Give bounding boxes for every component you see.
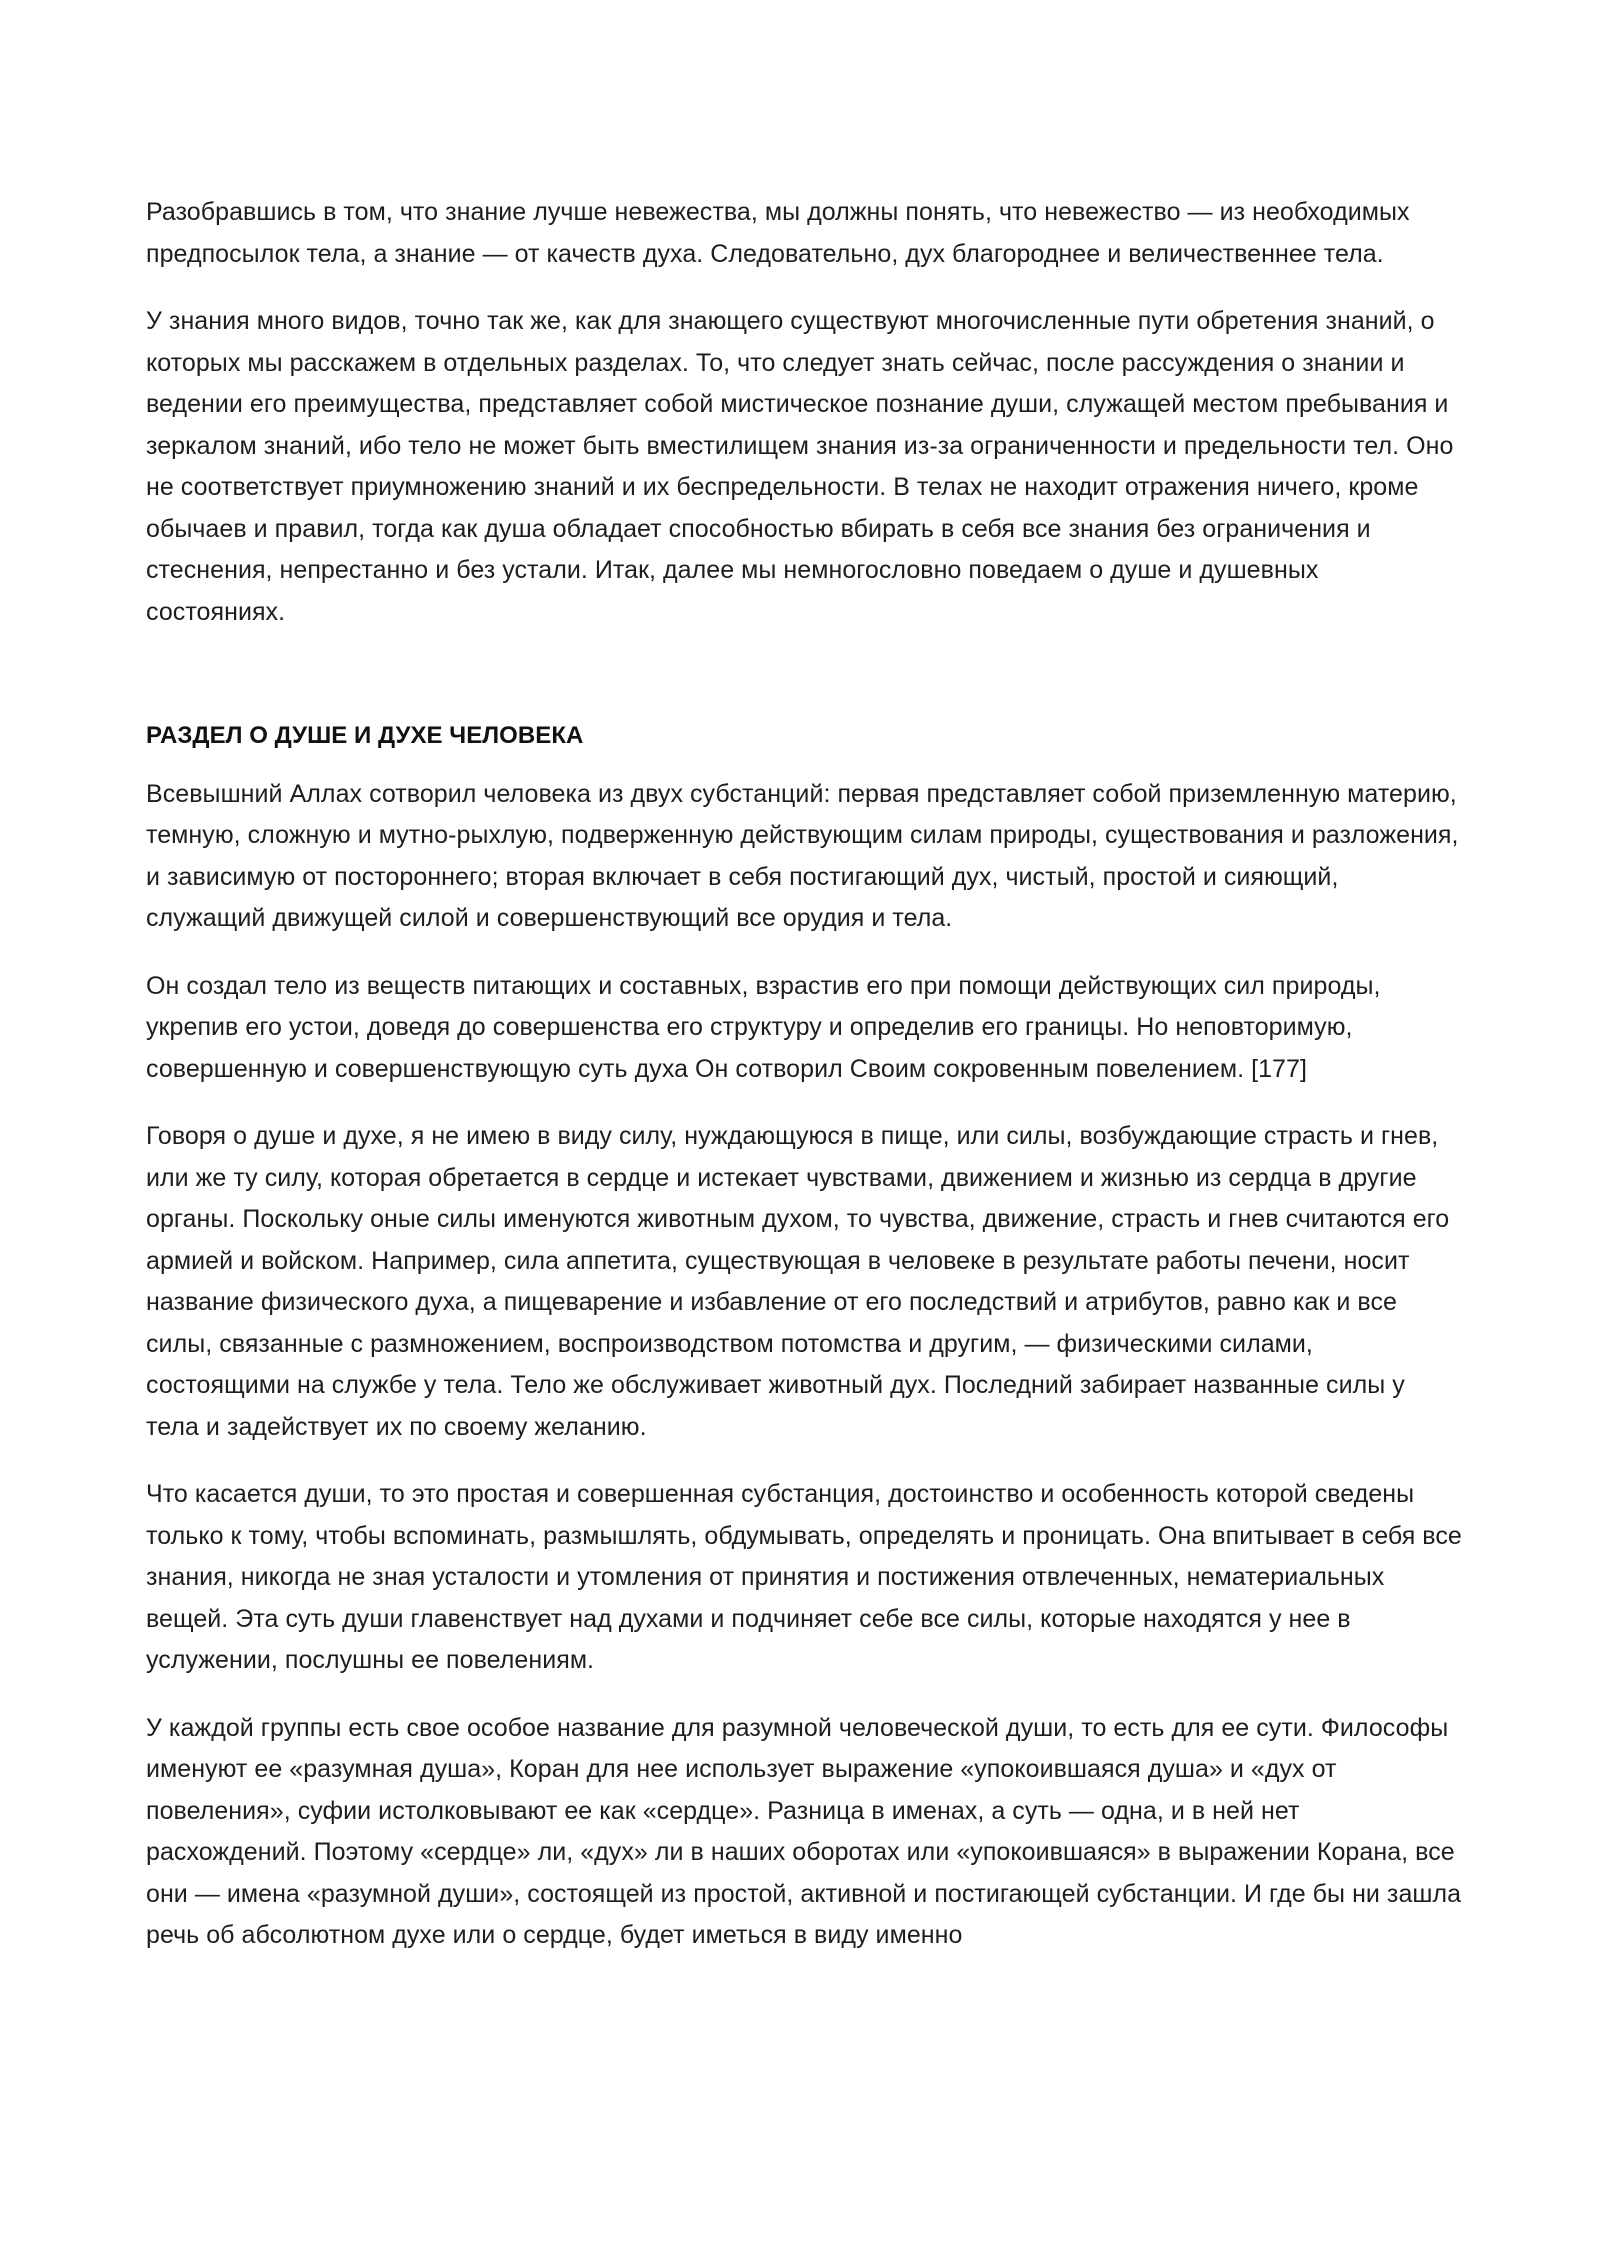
paragraph-4: Он создал тело из веществ питающих и составных, взрастив его при помощи действующих сил природы, укрепив его устои, доведя до совершенства его структуру и определив его границы. Но неповторимую, совершенную и совершенствующую суть духа Он сотворил Своим сокровенным повелением. [177] xyxy=(146,971,1381,1083)
paragraph-3: Всевышний Аллах сотворил человека из двух субстанций: первая представляет собой приземленную материю, темную, сложную и мутно-рыхлую, подверженную действующим силам природы, существования и разложения, и зависимую от постороннего; вторая включает в себя постигающий дух, чистый, простой и сияющий, служащий движущей силой и совершенствующий все орудия и тела. xyxy=(146,779,1459,932)
paragraph-6: Что касается души, то это простая и совершенная субстанция, достоинство и особенность которой сведены только к тому, чтобы вспоминать, размышлять, обдумывать, определять и проницать. Она впитывает в себя все знания, никогда не зная усталости и утомления от принятия и постижения отвлеченных, нематериальных вещей. Эта суть души главенствует над духами и подчиняет себе все силы, которые находятся у нее в услужении, послушны ее повелениям. xyxy=(146,1480,1462,1674)
document-page xyxy=(146,192,1462,1983)
paragraph-1: Разобравшись в том, что знание лучше невежества, мы должны понять, что невежество — из необходимых предпосылок тела, а знание — от качеств духа. Следовательно, дух благороднее и величественнее тела. xyxy=(146,198,1410,268)
paragraph-5: Говоря о душе и духе, я не имею в виду силу, нуждающуюся в пище, или силы, возбуждающие страсть и гнев, или же ту силу, которая обретается в сердце и истекает чувствами, движением и жизнью из сердца в другие органы. Поскольку оные силы именуются животным духом, то чувства, движение, страсть и гнев считаются его армией и войском. Например, сила аппетита, существующая в человеке в результате работы печени, носит название физического духа, а пищеварение и избавление от его последствий и атрибутов, равно как и все силы, связанные с размножением, воспроизводством потомства и другим, — физическими силами, состоящими на службе у тела. Тело же обслуживает животный дух. Последний забирает названные силы у тела и задействует их по своему желанию. xyxy=(146,1122,1450,1441)
section-heading: РАЗДЕЛ О ДУШЕ И ДУХЕ ЧЕЛОВЕКА xyxy=(146,722,584,749)
paragraph-2: У знания много видов, точно так же, как для знающего существуют многочисленные пути обретения знаний, о которых мы расскажем в отдельных разделах. То, что следует знать сейчас, после рассуждения о знании и ведении его преимущества, представляет собой мистическое познание души, служащей местом пребывания и зеркалом знаний, ибо тело не может быть вместилищем знания из-за ограниченности и предельности тел. Оно не соответствует приумножению знаний и их беспредельности. В телах не находит отражения ничего, кроме обычаев и правил, тогда как душа обладает способностью вбирать в себя все знания без ограничения и стеснения, непрестанно и без устали. Итак, далее мы немногословно поведаем о душе и душевных состояниях. xyxy=(146,307,1454,626)
paragraph-7: У каждой группы есть свое особое название для разумной человеческой души, то есть для ее сути. Философы именуют ее «разумная душа», Коран для нее использует выражение «упокоившаяся душа» и «дух от повеления», суфии истолковывают ее как «сердце». Разница в именах, а суть — одна, и в ней нет расхождений. Поэтому «сердце» ли, «дух» ли в наших оборотах или «упокоившаяся» в выражении Корана, все они — имена «разумной души», состоящей из простой, активной и постигающей субстанции. И где бы ни зашла речь об абсолютном духе или о сердце, будет иметься в виду именно xyxy=(146,1713,1462,1949)
